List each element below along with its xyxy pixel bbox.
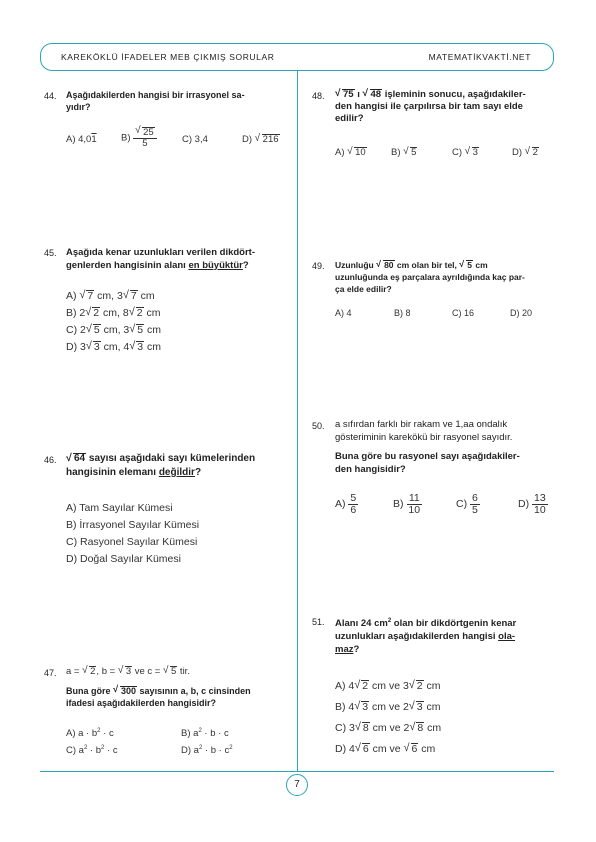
- numerator: 11: [408, 492, 420, 504]
- unit: cm: [143, 307, 161, 319]
- option-c[interactable]: C) 16: [452, 308, 475, 318]
- exponent: 2: [97, 728, 101, 734]
- option-label: B) 4: [335, 701, 355, 713]
- question-fragment: Buna göre: [66, 686, 114, 696]
- separator: cm ve 2: [369, 722, 410, 734]
- option-label: A) 4,0: [66, 134, 92, 145]
- question-fragment: işleminin sonucu, aşağıdakiler-: [382, 89, 526, 100]
- exponent: 2: [198, 728, 202, 734]
- denominator: 10: [408, 503, 421, 516]
- unit: cm: [418, 743, 436, 755]
- question-line: uzunluğunda eş parçalara ayrıldığında kaç par-: [335, 272, 525, 282]
- question-line: [335, 643, 516, 656]
- question-line: ça elde edilir?: [335, 284, 392, 294]
- option-label: C) 3: [335, 722, 355, 734]
- option-fragment: · b: [87, 745, 102, 757]
- question-number: 48.: [312, 91, 325, 101]
- option-c[interactable]: [456, 493, 480, 515]
- emphasis-text: maz: [335, 644, 354, 656]
- question-line: ifadesi aşağıdakilerden hangisidir?: [66, 698, 217, 708]
- question-line: Aşağıda kenar uzunlukları verilen dikdört-: [66, 247, 255, 258]
- radicand: 75: [343, 89, 354, 100]
- denominator: 5: [472, 503, 478, 516]
- option-label: C): [452, 147, 463, 158]
- question-number: 51.: [312, 617, 325, 627]
- radicand: 48: [370, 89, 382, 100]
- numerator: 5: [350, 492, 357, 504]
- exponent: 2: [83, 745, 88, 751]
- radicand: 7: [130, 290, 137, 302]
- question-text: [335, 450, 520, 476]
- radicand: 7: [87, 290, 94, 302]
- question-line: [335, 259, 525, 271]
- question-line: edilir?: [335, 113, 364, 124]
- emphasis-text: ola-: [498, 631, 516, 643]
- unit: cm: [424, 722, 442, 734]
- footer-line: [40, 771, 554, 772]
- page-header: [40, 43, 554, 71]
- option-a[interactable]: A) Tam Sayılar Kümesi: [66, 502, 173, 514]
- option-a[interactable]: A) 4: [335, 308, 352, 318]
- separator: cm ve: [369, 743, 404, 755]
- radicand: 8: [417, 722, 424, 734]
- given-fragment: , b =: [96, 666, 118, 677]
- question-text: [66, 89, 245, 113]
- question-fragment: olan bir dikdörtgenin kenar: [391, 618, 517, 630]
- question-text: [66, 246, 255, 272]
- question-line: Buna göre bu rasyonel sayı aşağıdakiler-: [335, 451, 520, 462]
- option-label: B) 2: [66, 307, 86, 319]
- option-label: B): [121, 132, 131, 144]
- radicand: 2: [416, 680, 423, 692]
- radicand: 64: [74, 453, 86, 464]
- option-a[interactable]: [66, 290, 155, 302]
- option-d[interactable]: [181, 745, 233, 756]
- option-label: B): [393, 497, 404, 510]
- radicand: 5: [411, 147, 417, 158]
- radicand: 6: [362, 743, 369, 755]
- option-b[interactable]: [335, 701, 441, 713]
- given-fragment: tir.: [177, 666, 190, 677]
- option-fragment: · b · c: [201, 728, 229, 740]
- option-a[interactable]: [66, 134, 97, 145]
- option-d[interactable]: [335, 743, 435, 755]
- option-label: D): [242, 134, 253, 145]
- question-line: den hangisidir?: [335, 464, 406, 475]
- question-line: a sıfırdan farklı bir rakam ve 1,aa ondalık: [335, 419, 508, 430]
- option-label: B) a: [181, 728, 199, 740]
- option-label: D): [518, 497, 530, 510]
- question-text: [335, 259, 525, 295]
- radicand: 2: [362, 680, 369, 692]
- operator: ı: [354, 89, 363, 100]
- option-label: A): [335, 147, 345, 158]
- option-c[interactable]: C) 3,4: [182, 134, 208, 145]
- radicand: 2: [532, 147, 538, 158]
- option-label: A) 4: [335, 680, 355, 692]
- radicand: 300: [121, 686, 137, 696]
- header-title: KAREKÖKLÜ İFADELER MEB ÇIKMIŞ SORULAR: [61, 52, 275, 62]
- fraction: [133, 127, 157, 148]
- question-line: yıdır?: [66, 102, 91, 112]
- option-b[interactable]: [66, 307, 160, 319]
- separator: cm, 3: [100, 324, 130, 336]
- radicand: 5: [137, 324, 144, 336]
- option-a[interactable]: [335, 680, 441, 692]
- question-number: 45.: [44, 248, 57, 258]
- unit: cm: [144, 341, 162, 353]
- option-c[interactable]: [66, 745, 118, 756]
- question-line: [66, 466, 255, 480]
- unit: cm: [137, 290, 155, 302]
- radicand: 5: [93, 324, 100, 336]
- radicand: 216: [262, 134, 279, 145]
- question-fragment: sayısının a, b, c cinsinden: [137, 686, 251, 696]
- radicand: 8: [362, 722, 369, 734]
- option-label: A): [66, 290, 80, 302]
- radicand: 3: [472, 147, 478, 158]
- exponent: 2: [198, 745, 203, 751]
- question-number: 47.: [44, 668, 57, 678]
- option-c[interactable]: [335, 722, 441, 734]
- option-b[interactable]: [393, 493, 422, 515]
- option-c[interactable]: [66, 324, 161, 336]
- option-fragment: · c: [104, 745, 118, 757]
- unit: cm: [423, 680, 441, 692]
- option-label: D): [512, 147, 523, 158]
- question-text: [66, 685, 251, 709]
- option-b[interactable]: B) 8: [394, 308, 411, 318]
- option-d[interactable]: [66, 341, 161, 353]
- separator: cm, 3: [94, 290, 123, 302]
- question-fragment: genlerden hangisinin alanı: [66, 260, 189, 271]
- option-label: C) a: [66, 745, 84, 757]
- question-text: [66, 452, 255, 480]
- radicand: 80: [384, 260, 394, 270]
- option-b[interactable]: [121, 127, 157, 148]
- denominator: 5: [142, 137, 148, 149]
- radicand: 3: [416, 701, 423, 713]
- option-d[interactable]: D) 20: [510, 308, 533, 318]
- question-number: 46.: [44, 455, 57, 465]
- option-a[interactable]: [335, 493, 358, 515]
- radicand: 2: [136, 307, 143, 319]
- unit: cm: [423, 701, 441, 713]
- question-text: [335, 89, 526, 125]
- question-intro: [335, 418, 512, 444]
- unit: cm: [144, 324, 162, 336]
- question-line: [66, 685, 251, 697]
- repeating-digit: 1: [91, 134, 97, 145]
- question-fragment: ?: [242, 260, 249, 271]
- question-line: gösteriminin karekökü bir rasyonel sayıdır.: [335, 432, 513, 443]
- option-label: A) a · b: [66, 728, 98, 740]
- given-fragment: ve c =: [132, 666, 163, 677]
- numerator: 6: [472, 492, 478, 504]
- radicand: 6: [411, 743, 418, 755]
- option-d[interactable]: [242, 134, 280, 145]
- question-fragment: ?: [194, 467, 202, 478]
- option-label: D) a: [181, 745, 199, 757]
- option-b[interactable]: B) İrrasyonel Sayılar Kümesi: [66, 519, 200, 531]
- option-label: D) 4: [335, 743, 355, 755]
- question-fragment: ?: [353, 644, 360, 656]
- option-d[interactable]: [518, 493, 548, 515]
- option-a[interactable]: [335, 147, 367, 158]
- denominator: 6: [350, 503, 357, 516]
- question-line: [335, 630, 516, 643]
- given-values: [66, 666, 190, 677]
- option-label: B): [391, 147, 401, 158]
- radicand: 2: [93, 307, 100, 319]
- question-line: Aşağıdakilerden hangisi bir irrasyonel sa-: [66, 90, 245, 100]
- option-c[interactable]: [452, 147, 479, 158]
- question-fragment: sayısı aşağıdaki sayı kümelerinden: [86, 453, 256, 464]
- radicand: 3: [125, 666, 132, 677]
- option-b[interactable]: [391, 147, 417, 158]
- question-line: [335, 89, 526, 101]
- option-b[interactable]: [181, 728, 229, 739]
- radicand: 25: [143, 127, 154, 138]
- question-fragment: cm: [473, 260, 488, 270]
- radicand: 5: [171, 666, 177, 677]
- column-divider: [297, 71, 298, 771]
- radicand: 3: [137, 341, 144, 353]
- option-label: A): [335, 497, 346, 510]
- given-fragment: a =: [66, 666, 83, 677]
- option-label: D) 3: [66, 341, 86, 353]
- question-fragment: Uzunluğu: [335, 260, 377, 270]
- option-d[interactable]: [512, 147, 539, 158]
- option-a[interactable]: [66, 728, 114, 739]
- denominator: 10: [534, 503, 546, 516]
- emphasis-text: en büyüktür: [188, 260, 243, 271]
- exponent: 2: [229, 745, 233, 751]
- emphasis-text: değildir: [158, 467, 195, 478]
- question-line: [66, 452, 255, 466]
- radicand: 2: [90, 666, 96, 677]
- page-number: 7: [286, 774, 308, 796]
- separator: cm, 4: [100, 341, 130, 353]
- separator: cm ve 3: [369, 680, 409, 692]
- radicand: 3: [362, 701, 369, 713]
- question-number: 49.: [312, 261, 325, 271]
- exponent: 2: [387, 618, 392, 624]
- numerator: 13: [534, 492, 546, 504]
- separator: cm, 8: [100, 307, 129, 319]
- question-line: den hangisi ile çarpılırsa bir tam sayı elde: [335, 101, 523, 112]
- option-c[interactable]: C) Rasyonel Sayılar Kümesi: [66, 536, 198, 548]
- exponent: 2: [101, 745, 105, 751]
- option-fragment: · c: [100, 728, 114, 740]
- question-text: [335, 615, 516, 656]
- question-number: 44.: [44, 91, 57, 101]
- option-label: C) 2: [66, 324, 86, 336]
- radicand: 3: [93, 341, 100, 353]
- question-fragment: cm olan bir tel,: [394, 260, 460, 270]
- option-d[interactable]: D) Doğal Sayılar Kümesi: [66, 553, 181, 565]
- question-number: 50.: [312, 421, 325, 431]
- radicand: 5: [467, 260, 472, 270]
- option-fragment: · b · c: [202, 745, 230, 757]
- option-label: C): [456, 497, 468, 510]
- question-fragment: Alanı 24 cm: [335, 618, 388, 630]
- separator: cm ve 2: [369, 701, 409, 713]
- question-fragment: uzunlukları aşağıdakilerden hangisi: [335, 631, 499, 643]
- question-fragment: hangisinin elemanı: [66, 467, 159, 478]
- question-line: [66, 259, 255, 272]
- radicand: 10: [355, 147, 366, 158]
- question-line: [335, 615, 516, 630]
- header-site: MATEMATİKVAKTİ.NET: [428, 52, 531, 62]
